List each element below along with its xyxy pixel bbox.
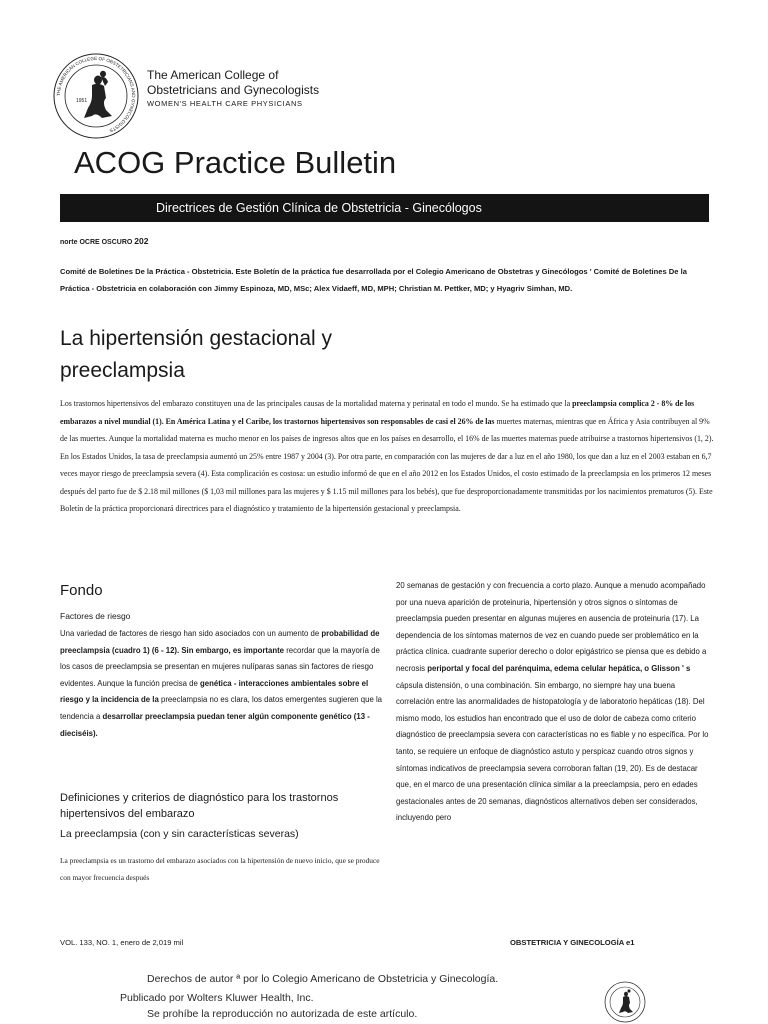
org-name-line2: Obstetricians and Gynecologists [147,83,320,97]
preeclampsia-subheading: La preeclampsia (con y sin características severas) [60,828,299,840]
right-text-1: 20 semanas de gestación y con frecuencia a corto plazo. Aunque a menudo acompañado por una nueva aparición de proteinuria, hipertensión y otros signos o síntomas de preeclampsia pueden presentar en algunas mujeres en ausencia de proteinuria (17). La dependencia de los síntomas maternos de vez en cuando puede ser problemático en la práctica clínica. cuadrante superior derecho o dolor epigástrico se piensa que es debido a necrosis [396,581,707,673]
seal-ring-text: THE AMERICAN COLLEGE OF OBSTETRICIANS AND GYNECOLOGISTS [55,55,137,134]
section-heading-fondo: Fondo [60,582,103,599]
section-banner: Directrices de Gestión Clínica de Obstetricia - Ginecólogos [60,194,709,222]
article-title: La hipertensión gestacional y preeclampsia [60,327,333,382]
doc-number-label: norte OCRE OSCURO [60,239,133,246]
seal-year: 1951 [76,98,88,104]
left-column-background [60,582,390,742]
acog-small-logo [603,980,647,1024]
bulletin-title: ACOG Practice Bulletin [74,145,397,180]
reproduction-notice: Se prohíbe la reproducción no autorizada de este artículo. [147,1008,418,1020]
risk-text-2: recordar que la mayoría de los casos de preeclampsia se presentan en mujeres nulíparas sanas sin factores de riesgo evidentes. Aunque la función precisa de [60,645,380,688]
mother-child-figure-small-icon [619,989,633,1013]
doc-number-value: 202 [134,236,149,246]
risk-text-1: Una variedad de factores de riesgo han sido asociados con un aumento de [60,629,320,638]
copyright-line: Derechos de autor ª por lo Colegio Americano de Obstetricia y Ginecología. [147,973,499,985]
intro-paragraph [60,395,715,518]
acog-seal-logo [52,52,140,140]
publisher-line: Publicado por Wolters Kluwer Health, Inc. [120,992,314,1004]
committee-statement: Comité de Boletines De la Práctica - Obstetricia. Este Boletín de la práctica fue desarrollada por el Colegio Americano de Obstetras y Ginecólogos ' Comité de Boletines De la Práctica - Obstetricia en colaboración con Jimmy Espinoza, MD, MSc; Alex Vidaeff, MD, MPH; Christian M. Pettker, MD; y Hyagriv Simhan, MD. [60,267,687,293]
risk-bold-3: desarrollar preeclampsia puedan tener algún componente genético (13 - dieciséis). [60,711,370,738]
risk-bold-1: probabilidad de preeclampsia (cuadro 1) (6 - 12). Sin embargo, es importante [60,629,380,655]
org-name-line1: The American College of [147,68,279,82]
risk-text-3: preeclampsia no es clara, los datos emergentes sugieren que la tendencia a [60,695,383,721]
org-tagline: WOMEN'S HEALTH CARE PHYSICIANS [147,99,303,108]
subheading-risk-factors: Factores de riesgo [60,611,131,621]
intro-text-1: Los trastornos hipertensivos del embarazo constituyen una de las principales causas de la mortalidad materna y perinatal en todo el mundo. Se ha estimado que la [60,399,571,408]
preeclampsia-paragraph: La preeclampsia es un trastorno del embarazo asociados con la hipertensión de nuevo inicio, que se produce con mayor frecuencia después [60,856,380,882]
document-number [60,236,148,246]
right-column-text [396,578,714,827]
right-text-2: cápsula distensión, o una combinación. Sin embargo, no siempre hay una buena correlación entre las anormalidades de histopatología y de laboratorio hepáticas (18). Del mismo modo, los estudios han encontrado que el uso de dolor de cabeza como criterio diagnóstico de preeclampsia severa con características no es fiable y no específica. Por lo tanto, se requiere un enfoque de diagnóstico astuto y perspicaz cuando otros signos y síntomas indicativos de preeclampsia severa corroboran faltan (19, 20). Es de destacar que, en el marco de una presentación clínica similar a la preeclampsia, pero en edades gestacionales antes de 20 semanas, diagnósticos alternativos deben ser considerados, incluyendo pero [396,680,709,823]
intro-text-2: muertes maternas, mientras que en África y Asia contribuyen al 9% de las muertes. Aunque la mortalidad materna es mucho menor en los países de ingresos altos que en los países en desarrollo, el 16% de las muertes maternas puede atribuirse a trastornos hipertensivos (1, 2). En los Estados Unidos, la tasa de preeclampsia aumentó un 25% entre 1987 y 2004 (3). Por otra parte, en comparación con las mujeres de dar a luz en el año 1980, los que dan a luz en el 2003 estaban en 6,7 veces mayor riesgo de preeclampsia severa (4). Esta complicación es costosa: un estudio informó de que en el año 2012 en los Estados Unidos, el costo estimado de la preeclampsia en los primeros 12 meses después del parto fue de $ 2.18 mil millones ($ 1,03 mil millones para las mujeres y $ 1.15 mil millones para los bebés), que fue desproporcionadamente transmitidas por los nacimientos prematuros (5). Este Boletín de la práctica proporcionará directrices para el diagnóstico y tratamiento de la hipertensión gestacional y preeclampsia. [60,416,714,513]
organization-name [147,68,319,108]
definitions-heading: Definiciones y criterios de diagnóstico para los trastornos hipertensivos del embarazo [60,792,339,820]
mother-child-figure-icon [84,71,112,118]
footer-journal: OBSTETRICIA Y GINECOLOGÍA e1 [510,938,635,947]
right-bold-1: periportal y focal del parénquima, edema celular hepática, o Glisson ' s [427,663,691,673]
left-column-definitions [60,790,390,886]
risk-factors-paragraph [60,626,390,742]
risk-bold-2: genética - interacciones ambientales sobre el riesgo y la incidencia de la [60,678,369,705]
intro-bold-1: preeclampsia complica 2 - 8% de los embarazos a nivel mundial (1). En América Latina y el Caribe, los trastornos hipertensivos son responsables de casi el 26% de las [60,399,695,426]
footer-volume: VOL. 133, NO. 1, enero de 2,019 mil [60,938,184,947]
